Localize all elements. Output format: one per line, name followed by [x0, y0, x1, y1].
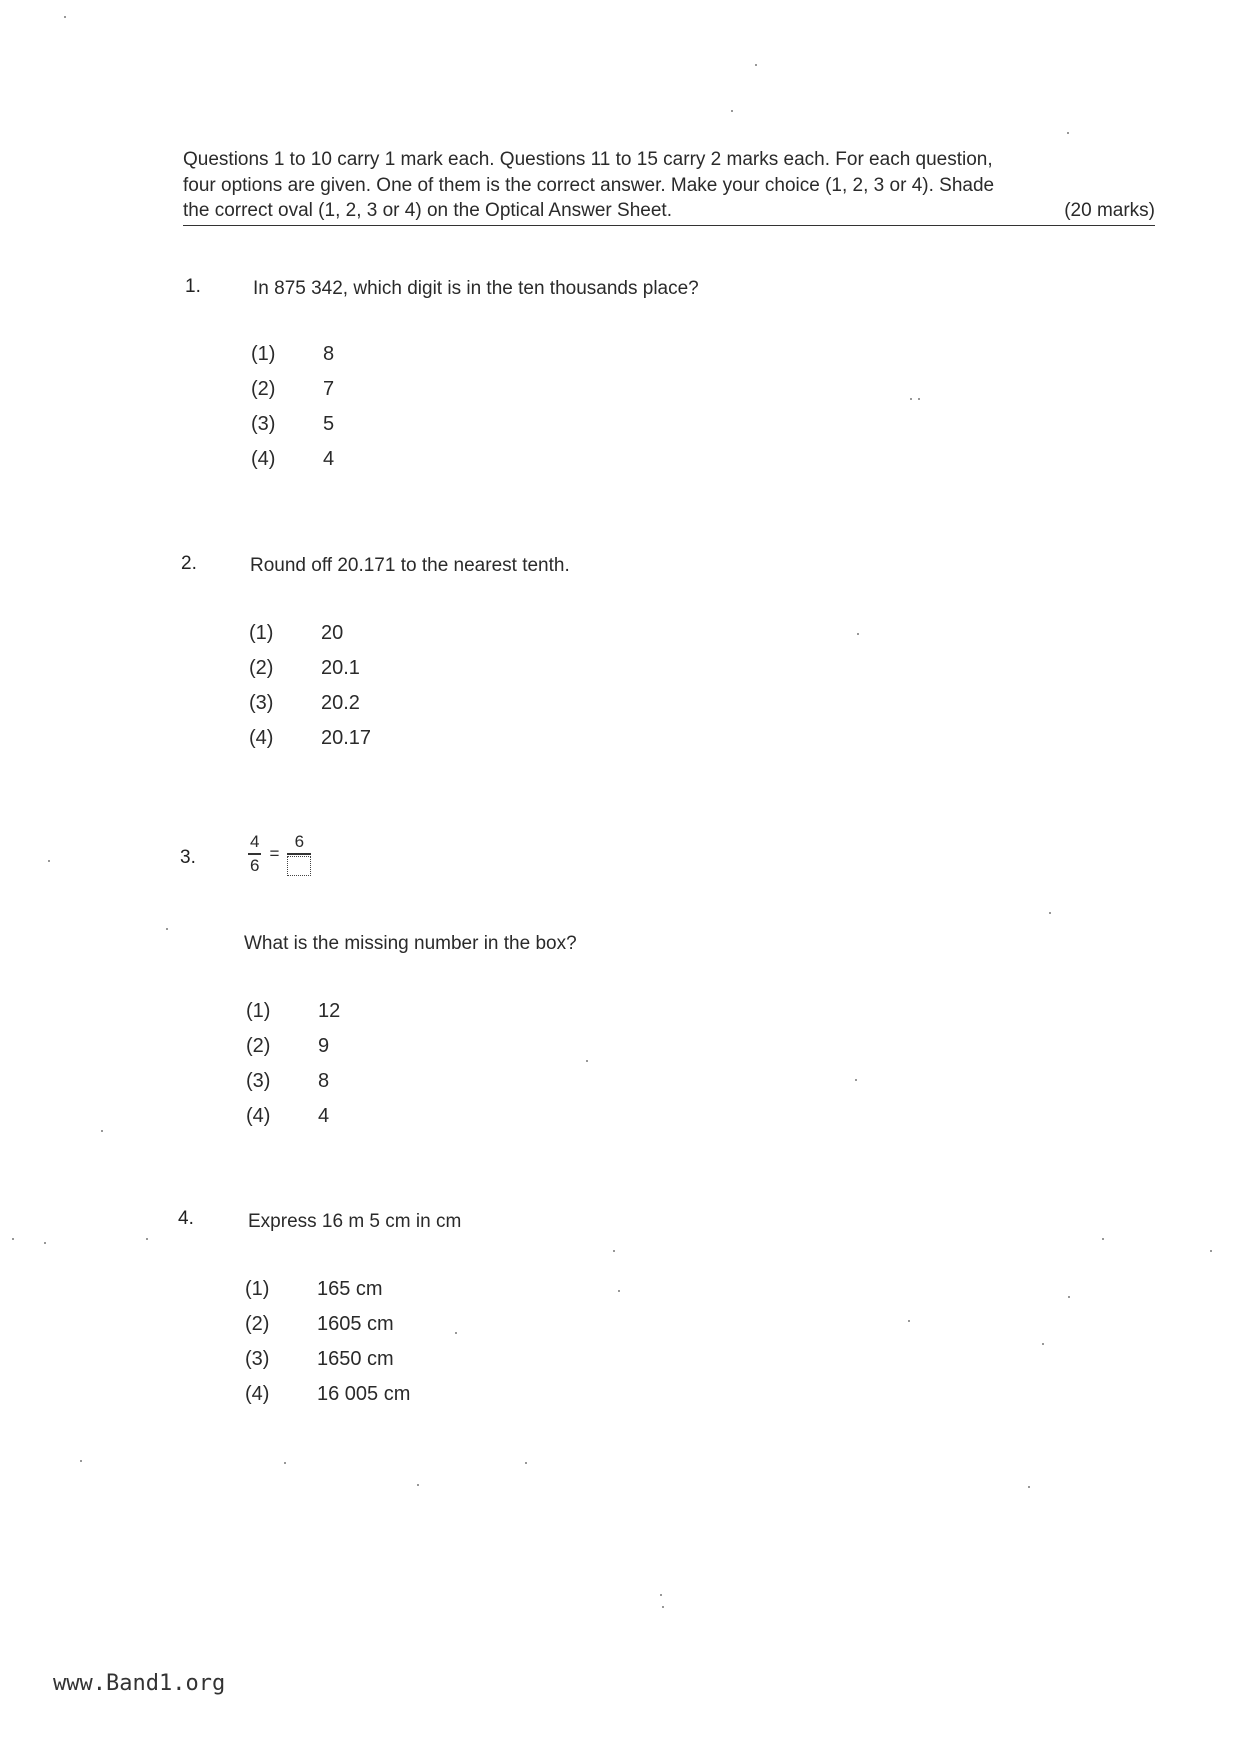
question-3-number: 3.: [180, 847, 196, 868]
fraction-right: [287, 832, 311, 876]
missing-number-box: [287, 856, 311, 876]
option-value: 12: [318, 1000, 341, 1022]
option[interactable]: [245, 1272, 410, 1307]
scan-speck: [146, 1238, 148, 1240]
option-value: 165 cm: [317, 1278, 383, 1300]
option-value: 20.2: [321, 692, 360, 714]
scan-speck: [284, 1462, 286, 1464]
question-3-options: [246, 994, 340, 1134]
scan-speck: [662, 1606, 664, 1608]
option[interactable]: [249, 721, 371, 756]
option[interactable]: [246, 1029, 340, 1064]
question-4-text: Express 16 m 5 cm in cm: [248, 1211, 462, 1232]
question-3-text: What is the missing number in the box?: [244, 933, 577, 954]
fraction-left-denominator: 6: [250, 855, 260, 875]
question-1-text: In 875 342, which digit is in the ten thousands place?: [253, 278, 699, 299]
option[interactable]: [246, 1064, 340, 1099]
option-label: (4): [245, 1383, 270, 1405]
instructions-line-1: Questions 1 to 10 carry 1 mark each. Questions 11 to 15 carry 2 marks each. For each question,: [183, 149, 993, 170]
option-value: 8: [318, 1070, 330, 1092]
scan-speck: [166, 928, 168, 930]
scan-speck: [64, 16, 66, 18]
scan-speck: [857, 633, 859, 635]
scan-speck: [101, 1130, 103, 1132]
option[interactable]: [246, 1099, 340, 1134]
scan-speck: [618, 1290, 620, 1292]
question-1-number: 1.: [185, 276, 201, 297]
scan-speck: [755, 64, 757, 66]
scan-speck: [855, 1079, 857, 1081]
scan-speck: [1210, 1250, 1212, 1252]
scan-speck: [1042, 1343, 1044, 1345]
scan-speck: [918, 398, 920, 400]
footer-url: www.Band1.org: [53, 1671, 226, 1696]
option-label: (1): [249, 622, 274, 644]
instructions-line-3: [183, 198, 1155, 226]
fraction-right-numerator: 6: [294, 832, 305, 851]
option[interactable]: [245, 1342, 410, 1377]
question-4-options: [245, 1272, 410, 1412]
question-4-number: 4.: [178, 1208, 194, 1229]
scan-speck: [908, 1320, 910, 1322]
scan-speck: [48, 860, 50, 862]
scan-speck: [613, 1250, 615, 1252]
option-label: (3): [249, 692, 274, 714]
option-label: (1): [246, 1000, 271, 1022]
fraction-bar: [287, 853, 311, 855]
scan-speck: [586, 1060, 588, 1062]
question-1-options: [251, 337, 334, 477]
option-value: 4: [318, 1105, 330, 1127]
option-value: 20.1: [321, 657, 360, 679]
option-label: (3): [245, 1348, 270, 1370]
option[interactable]: [251, 407, 334, 442]
option-value: 20: [321, 622, 344, 644]
scan-speck: [417, 1484, 419, 1486]
scan-speck: [731, 110, 733, 112]
scan-speck: [1102, 1238, 1104, 1240]
scan-speck: [80, 1460, 82, 1462]
option-value: 9: [318, 1035, 330, 1057]
scan-speck: [12, 1238, 14, 1240]
option-label: (3): [251, 413, 276, 435]
fraction-bar: [248, 853, 261, 855]
instructions-line-3-text: the correct oval (1, 2, 3 or 4) on the Optical Answer Sheet.: [183, 200, 672, 221]
option-value: 8: [323, 343, 335, 365]
option-label: (4): [249, 727, 274, 749]
option-value: 7: [323, 378, 335, 400]
scan-speck: [44, 1242, 46, 1244]
option[interactable]: [249, 686, 371, 721]
option[interactable]: [251, 337, 334, 372]
option[interactable]: [251, 372, 334, 407]
fraction-left: [248, 832, 261, 876]
option[interactable]: [251, 442, 334, 477]
option-label: (1): [245, 1278, 270, 1300]
scan-speck: [910, 398, 912, 400]
option-value: 16 005 cm: [317, 1383, 411, 1405]
instructions: [183, 147, 1155, 226]
question-2-text: Round off 20.171 to the nearest tenth.: [250, 555, 570, 576]
option[interactable]: [246, 994, 340, 1029]
instructions-line-2: four options are given. One of them is the correct answer. Make your choice (1, 2, 3 or 4). Shade: [183, 174, 995, 196]
option-value: 1650 cm: [317, 1348, 394, 1370]
scan-speck: [1049, 912, 1051, 914]
fraction-left-numerator: 4: [250, 832, 260, 851]
option-label: (4): [251, 448, 276, 470]
question-2-options: [249, 616, 371, 756]
option-label: (1): [251, 343, 276, 365]
option[interactable]: [249, 651, 371, 686]
scan-speck: [455, 1332, 457, 1334]
scan-speck: [1067, 132, 1069, 134]
scan-speck: [525, 1462, 527, 1464]
option-value: 4: [323, 448, 335, 470]
scan-speck: [1068, 1296, 1070, 1298]
question-2-number: 2.: [181, 553, 197, 574]
option-label: (4): [246, 1105, 271, 1127]
option-value: 20.17: [321, 727, 372, 749]
option-value: 5: [323, 413, 335, 435]
scan-speck: [1028, 1486, 1030, 1488]
option[interactable]: [245, 1307, 410, 1342]
option[interactable]: [249, 616, 371, 651]
option-label: (3): [246, 1070, 271, 1092]
scan-speck: [660, 1594, 662, 1596]
option-label: (2): [249, 657, 274, 679]
option-value: 1605 cm: [317, 1313, 394, 1335]
option[interactable]: [245, 1377, 410, 1412]
option-label: (2): [245, 1313, 270, 1335]
fraction-equation: [248, 832, 311, 876]
option-label: (2): [246, 1035, 271, 1057]
equals-sign: =: [269, 843, 280, 863]
option-label: (2): [251, 378, 276, 400]
total-marks: (20 marks): [1064, 200, 1155, 221]
